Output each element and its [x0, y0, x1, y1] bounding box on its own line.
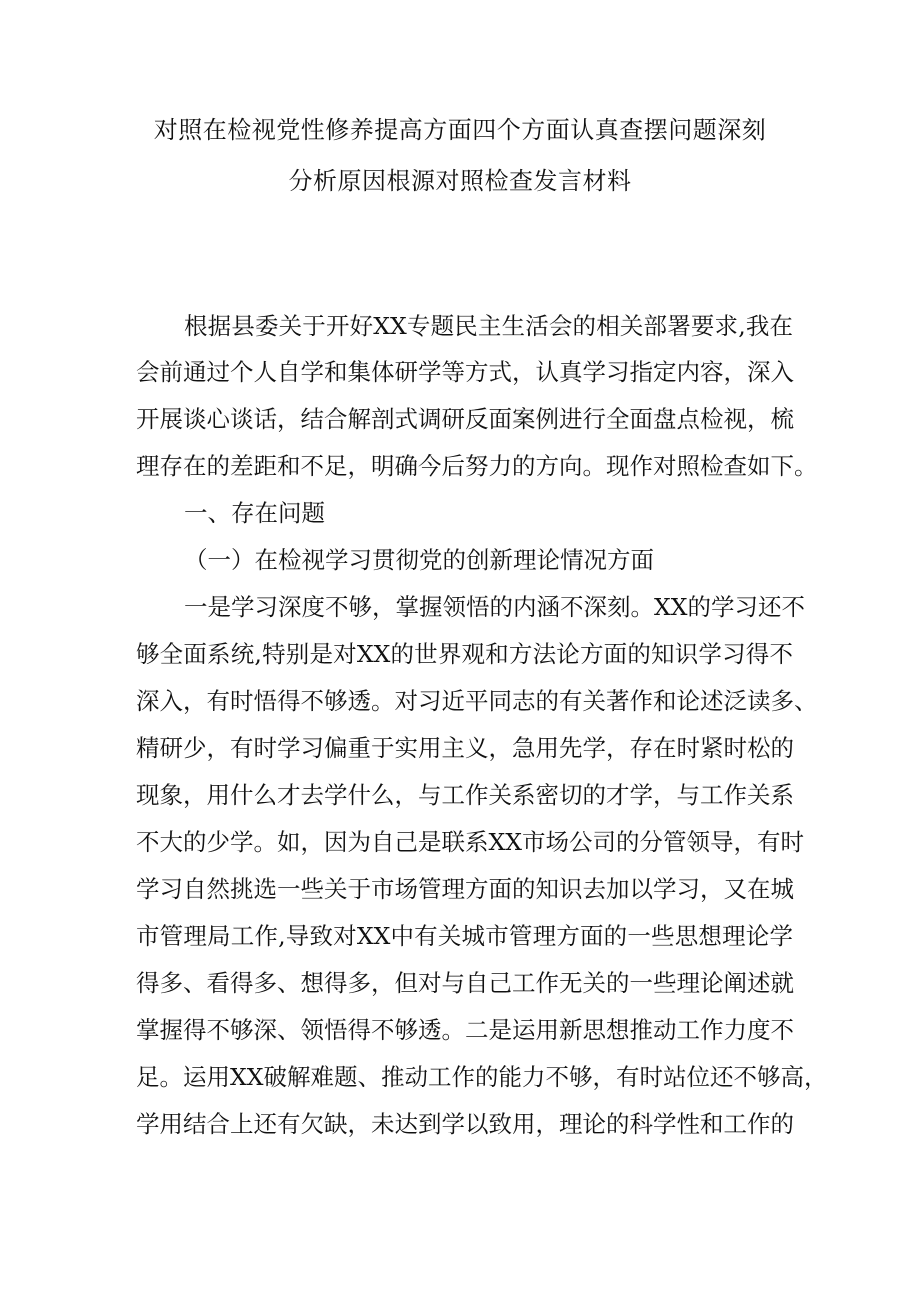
body-line: 够全面系统,特别是对XX的世界观和方法论方面的知识学习得不	[136, 640, 793, 668]
body-line: 学习自然挑选一些关于市场管理方面的知识去加以学习，又在城	[136, 875, 794, 903]
body-line: 根据县委关于开好XX专题民主生活会的相关部署要求,我在	[184, 312, 793, 340]
body-line: 精研少，有时学习偏重于实用主义，急用先学，存在时紧时松的	[136, 734, 794, 762]
body-line: 不大的少学。如，因为自己是联系XX市场公司的分管领导，有时	[136, 828, 804, 856]
body-line: 得多、看得多、想得多，但对与自己工作无关的一些理论阐述就	[136, 969, 794, 997]
body-line: 足。运用XX破解难题、推动工作的能力不够，有时站位还不够高，	[136, 1063, 828, 1091]
section-heading: 一、存在问题	[184, 499, 325, 527]
body-line: 现象，用什么才去学什么，与工作关系密切的才学，与工作关系	[136, 781, 794, 809]
document-title-line-2: 分析原因根源对照检查发言材料	[288, 167, 632, 195]
document-title-line-1: 对照在检视党性修养提高方面四个方面认真查摆问题深刻	[153, 116, 767, 144]
body-line: 理存在的差距和不足，明确今后努力的方向。现作对照检查如下。	[136, 452, 818, 480]
body-line: 会前通过个人自学和集体研学等方式，认真学习指定内容，深入	[136, 358, 794, 386]
body-line: 开展谈心谈话，结合解剖式调研反面案例进行全面盘点检视，梳	[136, 405, 794, 433]
body-line: 掌握得不够深、领悟得不够透。二是运用新思想推动工作力度不	[136, 1016, 794, 1044]
body-line: 一是学习深度不够，掌握领悟的内涵不深刻。XX的学习还不	[184, 593, 805, 621]
subsection-heading: （一）在检视学习贯彻党的创新理论情况方面	[184, 546, 654, 574]
body-line: 学用结合上还有欠缺，未达到学以致用，理论的科学性和工作的	[136, 1110, 794, 1138]
body-line: 深入，有时悟得不够透。对习近平同志的有关著作和论述泛读多、	[136, 687, 818, 715]
body-line: 市管理局工作,导致对XX中有关城市管理方面的一些思想理论学	[136, 922, 793, 950]
